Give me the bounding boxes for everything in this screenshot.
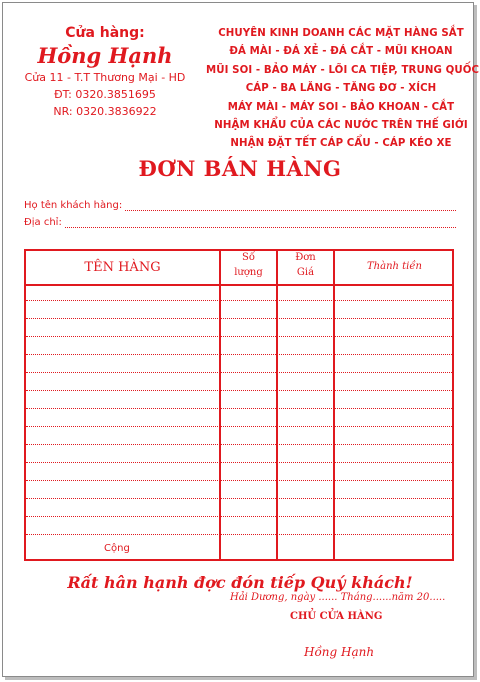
shop-phone: ĐT: 0320.3851695 bbox=[54, 88, 156, 101]
header-price-line2: Giá bbox=[296, 267, 315, 278]
table-row[interactable] bbox=[26, 498, 452, 499]
table-row[interactable] bbox=[26, 300, 452, 301]
services-list bbox=[206, 25, 480, 154]
owner-label: CHỦ CỬA HÀNG bbox=[290, 611, 383, 622]
service-line: MŨI SOI - BẢO MÁY - LÕI CA TIỆP, TRUNG QUỐC bbox=[206, 64, 480, 76]
header-qty-line2: lượng bbox=[234, 267, 263, 278]
customer-address-line[interactable] bbox=[65, 218, 456, 228]
table-row[interactable] bbox=[26, 390, 452, 391]
customer-address-field[interactable] bbox=[24, 217, 456, 228]
items-table bbox=[24, 249, 454, 561]
shop-label: Cửa hàng: bbox=[65, 25, 145, 41]
total-label: Cộng bbox=[104, 543, 130, 554]
shop-info bbox=[14, 24, 196, 120]
table-row[interactable] bbox=[26, 426, 452, 427]
header-divider bbox=[26, 284, 452, 286]
table-row[interactable] bbox=[26, 534, 452, 535]
owner-signature: Hồng Hạnh bbox=[304, 645, 375, 659]
table-row[interactable] bbox=[26, 444, 452, 445]
service-line: NHẬM KHẨU CỦA CÁC NƯỚC TRÊN THẾ GIỚI bbox=[214, 120, 468, 132]
header-qty-line1: Số bbox=[242, 252, 255, 263]
shop-home-phone: NR: 0320.3836922 bbox=[53, 105, 157, 118]
document-title: ĐƠN BÁN HÀNG bbox=[138, 156, 342, 181]
header-item: TÊN HÀNG bbox=[84, 260, 161, 275]
service-line: ĐÁ MÀI - ĐÁ XẺ - ĐÁ CẮT - MŨI KHOAN bbox=[229, 46, 453, 58]
column-divider bbox=[219, 251, 221, 559]
table-row[interactable] bbox=[26, 354, 452, 355]
service-line: NHẬN ĐẶT TẾT CÁP CẨU - CÁP KÉO XE bbox=[230, 138, 452, 150]
customer-name-label: Họ tên khách hàng: bbox=[24, 200, 123, 211]
shop-name: Hồng Hạnh bbox=[37, 43, 173, 68]
table-row[interactable] bbox=[26, 318, 452, 319]
date-line: Hải Dương, ngày ...... Tháng......năm 20..... bbox=[230, 592, 446, 603]
table-row[interactable] bbox=[26, 480, 452, 481]
header-price-line1: Đơn bbox=[295, 252, 316, 263]
shop-address: Cửa 11 - T.T Thương Mại - HD bbox=[24, 71, 186, 84]
table-row[interactable] bbox=[26, 336, 452, 337]
header-amount: Thành tiền bbox=[367, 261, 422, 272]
service-line: CHUYÊN KINH DOANH CÁC MẶT HÀNG SẮT bbox=[218, 28, 464, 39]
customer-name-field[interactable] bbox=[24, 200, 456, 211]
table-row[interactable] bbox=[26, 462, 452, 463]
service-line: MÁY MÀI - MÁY SOI - BẢO KHOAN - CẮT bbox=[227, 101, 455, 113]
greeting-text: Rất hân hạnh đợc đón tiếp Quý khách! bbox=[67, 573, 413, 592]
service-line: CÁP - BA LĂNG - TĂNG ĐƠ - XÍCH bbox=[245, 83, 437, 95]
customer-name-line[interactable] bbox=[125, 201, 456, 211]
table-row[interactable] bbox=[26, 408, 452, 409]
column-divider bbox=[276, 251, 278, 559]
customer-address-label: Địa chỉ: bbox=[24, 217, 62, 228]
table-row[interactable] bbox=[26, 372, 452, 373]
column-divider bbox=[333, 251, 335, 559]
table-row[interactable] bbox=[26, 516, 452, 517]
